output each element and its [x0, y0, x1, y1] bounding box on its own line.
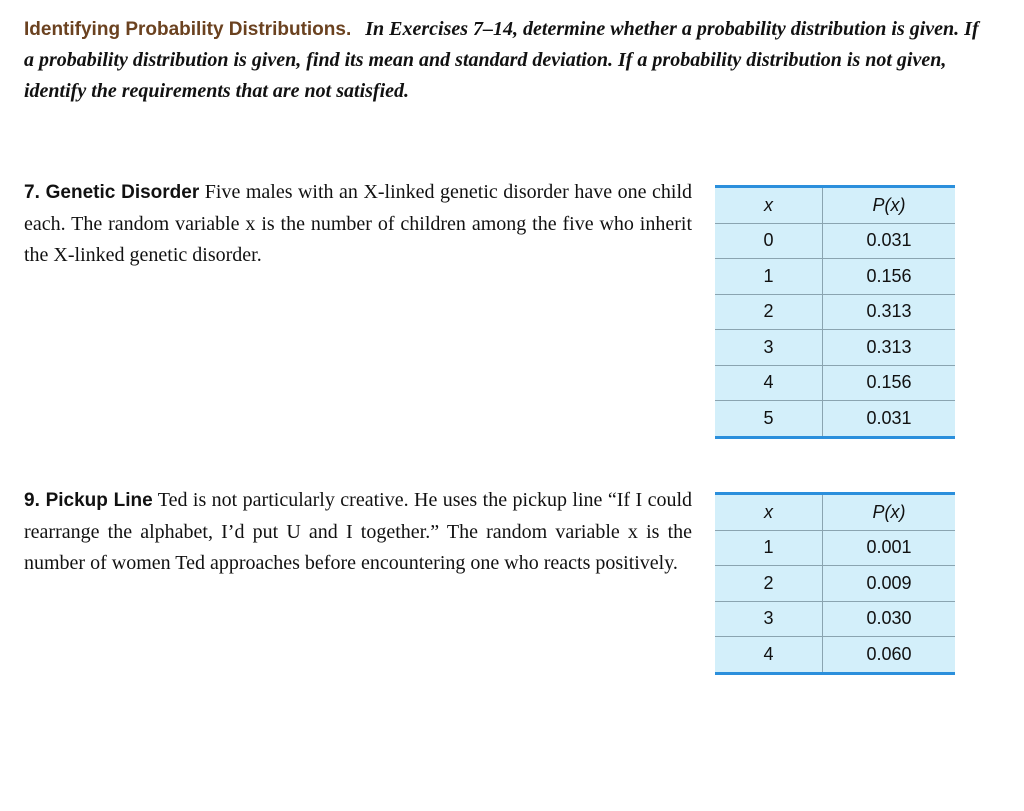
table-row	[715, 566, 955, 602]
cell: 4	[715, 365, 823, 401]
header-x: x	[715, 187, 823, 224]
exercise-9	[24, 485, 692, 580]
section-heading: Identifying Probability Distributions.	[24, 19, 352, 40]
cell: 3	[715, 601, 823, 637]
cell: 0.313	[823, 294, 956, 330]
table-row	[715, 401, 955, 438]
table-row	[715, 259, 955, 295]
table-header-row	[715, 187, 955, 224]
cell: 0.156	[823, 365, 956, 401]
cell: 1	[715, 259, 823, 295]
instructions-text: In Exercises 7–14, determine whether a probability distribution is given. If a probability distribution is given, find its mean and standard deviation. If a probability distribution is not given, identify the requirements that are not satisfied.	[24, 18, 979, 102]
table-row	[715, 530, 955, 566]
cell: 0.156	[823, 259, 956, 295]
table-row	[715, 330, 955, 366]
exercise-title: 9. Pickup Line	[24, 490, 153, 511]
table-row	[715, 294, 955, 330]
exercise-text: Five males with an X-linked genetic disorder have one child each. The random variable x is the number of children among the five who inherit the X-linked genetic disorder.	[24, 181, 692, 266]
cell: 0.313	[823, 330, 956, 366]
cell: 0.060	[866, 643, 912, 664]
header-px: P(x)	[823, 187, 956, 224]
cell: 0.031	[823, 223, 956, 259]
cell: 5	[715, 401, 823, 438]
table-row	[715, 365, 955, 401]
exercise-7	[24, 177, 692, 272]
cell: 0	[715, 223, 823, 259]
probability-table-9	[715, 492, 955, 675]
cell: 0.031	[866, 407, 912, 428]
exercise-text: Ted is not particularly creative. He uses the pickup line “If I could rearrange the alphabet, I’d put U and I together.” The random variable x is the number of women Ted approaches before encountering one who reacts positively.	[24, 489, 693, 574]
instructions	[24, 14, 984, 107]
table-header-row	[715, 494, 955, 531]
header-x: x	[715, 494, 823, 531]
table-row	[715, 601, 955, 637]
cell: 0.030	[823, 601, 956, 637]
cell: 2	[715, 294, 823, 330]
table-row	[715, 223, 955, 259]
cell: 3	[715, 330, 823, 366]
header-px: P(x)	[823, 494, 956, 531]
exercise-title: 7. Genetic Disorder	[24, 182, 200, 203]
cell: 1	[715, 530, 823, 566]
cell: 0.001	[823, 530, 956, 566]
cell: 0.009	[823, 566, 956, 602]
cell: 2	[715, 566, 823, 602]
table-row	[715, 637, 955, 674]
cell: 4	[715, 637, 823, 674]
probability-table-7	[715, 185, 955, 439]
